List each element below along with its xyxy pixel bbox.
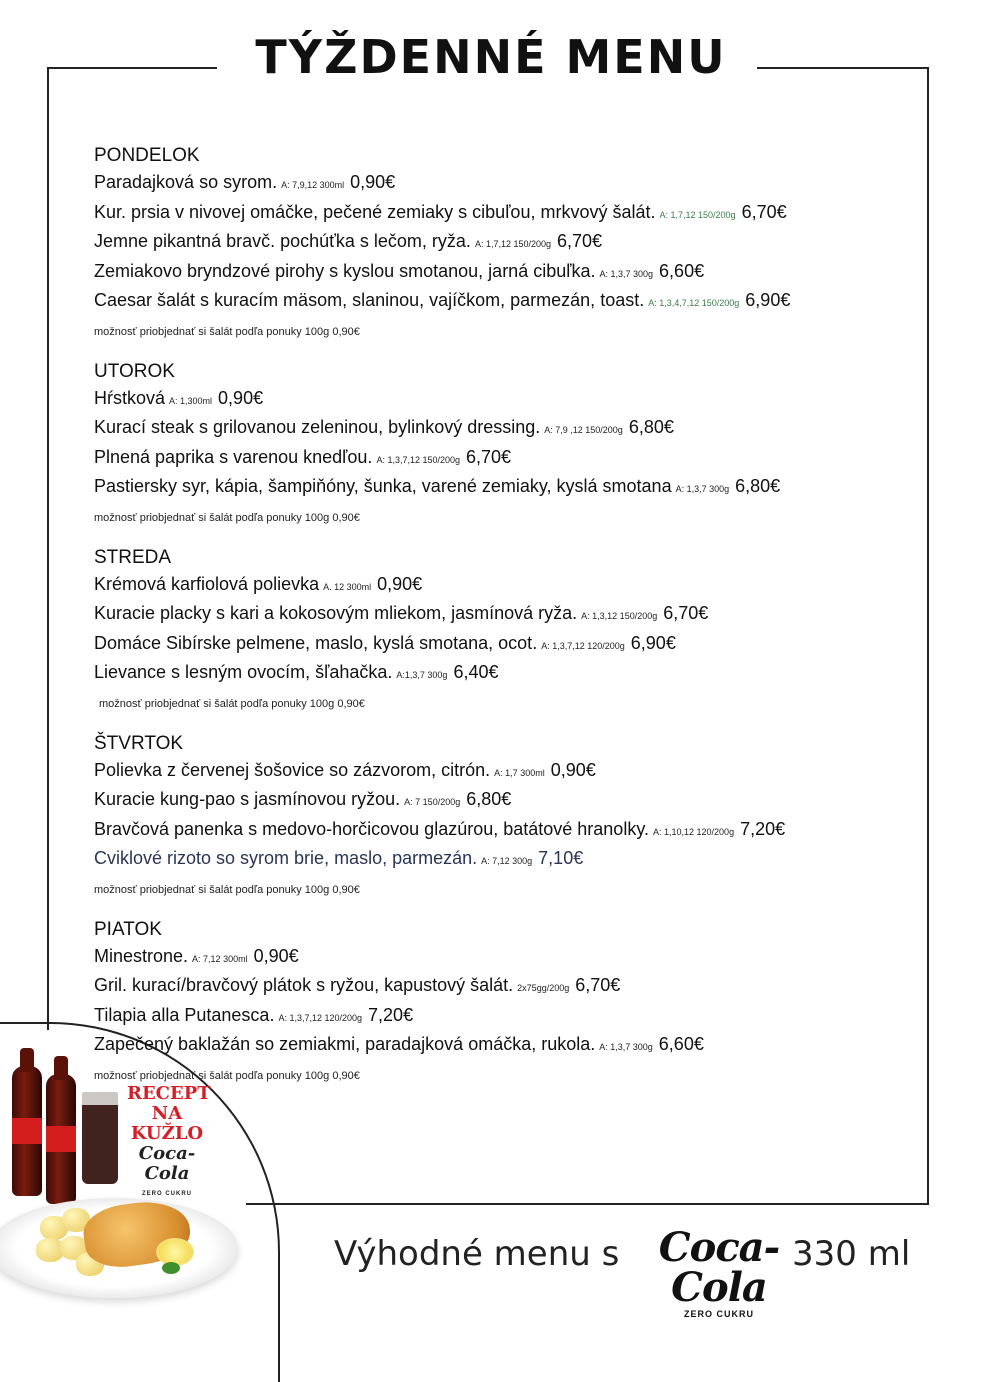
dish-price: 6,70€ — [557, 231, 603, 251]
dish-name: Paradajková so syrom. — [94, 172, 278, 192]
menu-item — [94, 385, 894, 415]
menu-item — [94, 473, 894, 503]
dish-price: 6,60€ — [659, 260, 705, 281]
frame-line — [47, 67, 49, 1030]
dish-price: 0,90€ — [218, 387, 264, 408]
menu-item — [94, 600, 894, 630]
day-section — [94, 143, 894, 345]
menu-item — [94, 228, 894, 258]
allergens-portion: A: 7,9 ,12 150/200g — [544, 425, 623, 435]
day-section — [94, 359, 894, 531]
allergens-portion: A: 1,3,4,7,12 150/200g — [648, 298, 740, 308]
dish-price: 7,20€ — [368, 1004, 414, 1025]
cola-glass — [82, 1092, 118, 1184]
allergens-portion: A: 1,300ml — [169, 395, 213, 406]
allergens-portion: A: 7,12 300ml — [192, 953, 248, 964]
allergens-portion: A: 1,7 300ml — [494, 767, 545, 778]
allergens-portion: A: 7,9,12 300ml — [281, 180, 345, 190]
dish-price: 6,70€ — [663, 603, 709, 623]
dish-name: Cviklové rizoto so syrom brie, maslo, parmezán. — [94, 848, 478, 868]
dish-price: 6,80€ — [466, 789, 512, 809]
coca-cola-bottle — [46, 1074, 76, 1204]
menu-item — [94, 659, 894, 689]
salad-note: možnosť priobjednať si šalát podľa ponuky 100g 0,90€ — [94, 511, 360, 524]
day-section — [94, 545, 894, 717]
allergens-portion: 2x75gg/200g — [517, 983, 570, 993]
dish-name: Pastiersky syr, kápia, šampiňóny, šunka, varené zemiaky, kyslá smotana — [94, 476, 672, 496]
dish-name: Minestrone. — [94, 945, 189, 966]
dish-name: Hŕstková — [94, 387, 166, 408]
dish-name: Zapečený baklažán so zemiakmi, paradajková omáčka, rukola. — [94, 1034, 596, 1054]
dish-name: Gril. kurací/bravčový plátok s ryžou, kapustový šalát. — [94, 975, 514, 995]
menu-item — [94, 630, 894, 660]
recept-na-kuzlo-logo: RECEPT NA KUŽLO Coca-Cola ZERO CUKRU — [127, 1083, 211, 1197]
menu-item — [94, 1002, 894, 1032]
menu-item — [94, 199, 894, 229]
dish-price: 0,90€ — [350, 172, 396, 192]
allergens-portion: A. 12 300ml — [323, 581, 372, 592]
frame-line — [927, 67, 929, 1205]
dish-name: Krémová karfiolová polievka — [94, 573, 320, 594]
dish-name: Tilapia alla Putanesca. — [94, 1004, 275, 1025]
menu-item — [94, 816, 894, 846]
dish-price: 6,80€ — [628, 417, 674, 437]
dish-price: 6,80€ — [735, 476, 781, 496]
allergens-portion: A: 1,3,7,12 150/200g — [376, 454, 461, 465]
day-section — [94, 731, 894, 903]
dish-name: Kur. prsia v nivovej omáčke, pečené zemiaky s cibuľou, mrkvový šalát. — [94, 201, 656, 222]
page-title: TÝŽDENNÉ MENU — [255, 30, 727, 84]
allergens-portion: A: 1,3,7,12 120/200g — [278, 1012, 363, 1023]
salad-note: možnosť priobjednať si šalát podľa ponuky 100g 0,90€ — [94, 883, 360, 896]
day-heading: PONDELOK — [94, 145, 200, 166]
allergens-portion: A: 7 150/200g — [404, 797, 461, 807]
dish-price: 0,90€ — [550, 759, 596, 780]
allergens-portion: A: 7,12 300g — [481, 856, 533, 866]
allergens-portion: A: 1,3,7 300g — [599, 268, 654, 279]
dish-name: Bravčová panenka s medovo-horčicovou glazúrou, batátové hranolky. — [94, 818, 649, 839]
footer-promo — [334, 1224, 934, 1319]
dish-price: 6,40€ — [453, 662, 499, 682]
menu-item — [94, 169, 894, 199]
dish-name: Kuracie placky s kari a kokosovým mliekom, jasmínová ryža. — [94, 603, 578, 623]
frame-line — [246, 1203, 929, 1205]
dish-name: Polievka z červenej šošovice so zázvorom, citrón. — [94, 759, 491, 780]
dish-price: 0,90€ — [253, 945, 299, 966]
menu-item — [94, 414, 894, 444]
dish-price: 6,90€ — [630, 632, 676, 653]
dish-name: Zemiakovo bryndzové pirohy s kyslou smotanou, jarná cibuľka. — [94, 260, 596, 281]
menu-item — [94, 786, 894, 816]
day-heading: PIATOK — [94, 918, 162, 940]
dish-name: Jemne pikantná bravč. pochúťka s lečom, ryža. — [94, 231, 471, 251]
day-heading: UTOROK — [94, 360, 175, 382]
allergens-portion: A: 1,3,7 300g — [675, 484, 730, 494]
coca-cola-bottle — [12, 1066, 42, 1196]
dish-name: Kuracie kung-pao s jasmínovou ryžou. — [94, 789, 401, 809]
dish-name: Kurací steak s grilovanou zeleninou, bylinkový dressing. — [94, 417, 541, 437]
menu-item — [94, 444, 894, 474]
dish-name: Caesar šalát s kuracím mäsom, slaninou, vajíčkom, parmezán, toast. — [94, 290, 645, 310]
allergens-portion: A: 1,7,12 150/200g — [474, 239, 552, 249]
allergens-portion: A: 1,7,12 150/200g — [659, 209, 736, 220]
coca-cola-logo: Coca-Cola ZERO CUKRU — [658, 1224, 780, 1319]
dish-name: Plnená paprika s varenou knedľou. — [94, 446, 373, 467]
dish-name: Lievance s lesným ovocím, šľahačka. — [94, 662, 393, 682]
salad-note: možnosť priobjednať si šalát podľa ponuky 100g 0,90€ — [94, 325, 360, 338]
promo-image — [0, 1030, 260, 1308]
day-heading: ŠTVRTOK — [94, 732, 184, 754]
menu-item — [94, 571, 894, 601]
dish-price: 7,20€ — [740, 818, 786, 839]
dish-price: 6,60€ — [658, 1034, 704, 1054]
allergens-portion: A: 1,3,7 300g — [599, 1042, 653, 1052]
allergens-portion: A: 1,3,7,12 120/200g — [541, 640, 625, 651]
menu-item — [94, 845, 894, 875]
day-heading: STREDA — [94, 546, 172, 568]
allergens-portion: A:1,3,7 300g — [396, 670, 448, 680]
footer-size: 330 ml — [792, 1234, 911, 1274]
dish-price: 6,90€ — [745, 290, 791, 310]
menu-item — [94, 972, 894, 1002]
salad-note: možnosť priobjednať si šalát podľa ponuky 100g 0,90€ — [99, 697, 365, 710]
dish-price: 0,90€ — [377, 573, 423, 594]
footer-lead: Výhodné menu s — [334, 1234, 620, 1274]
menu-item — [94, 258, 894, 288]
menu-item — [94, 943, 894, 973]
salad-note: možnosť priobjednať si šalát podľa ponuky 100g 0,90€ — [94, 1069, 360, 1082]
menu-item — [94, 287, 894, 317]
weekly-menu — [94, 143, 894, 1103]
dish-price: 7,10€ — [538, 848, 584, 868]
allergens-portion: A: 1,3,12 150/200g — [581, 611, 658, 621]
dish-price: 6,70€ — [575, 975, 621, 995]
dish-price: 6,70€ — [741, 201, 787, 222]
dish-name: Domáce Sibírske pelmene, maslo, kyslá smotana, ocot. — [94, 632, 538, 653]
dish-price: 6,70€ — [466, 446, 512, 467]
menu-item — [94, 757, 894, 787]
allergens-portion: A: 1,10,12 120/200g — [653, 826, 735, 837]
